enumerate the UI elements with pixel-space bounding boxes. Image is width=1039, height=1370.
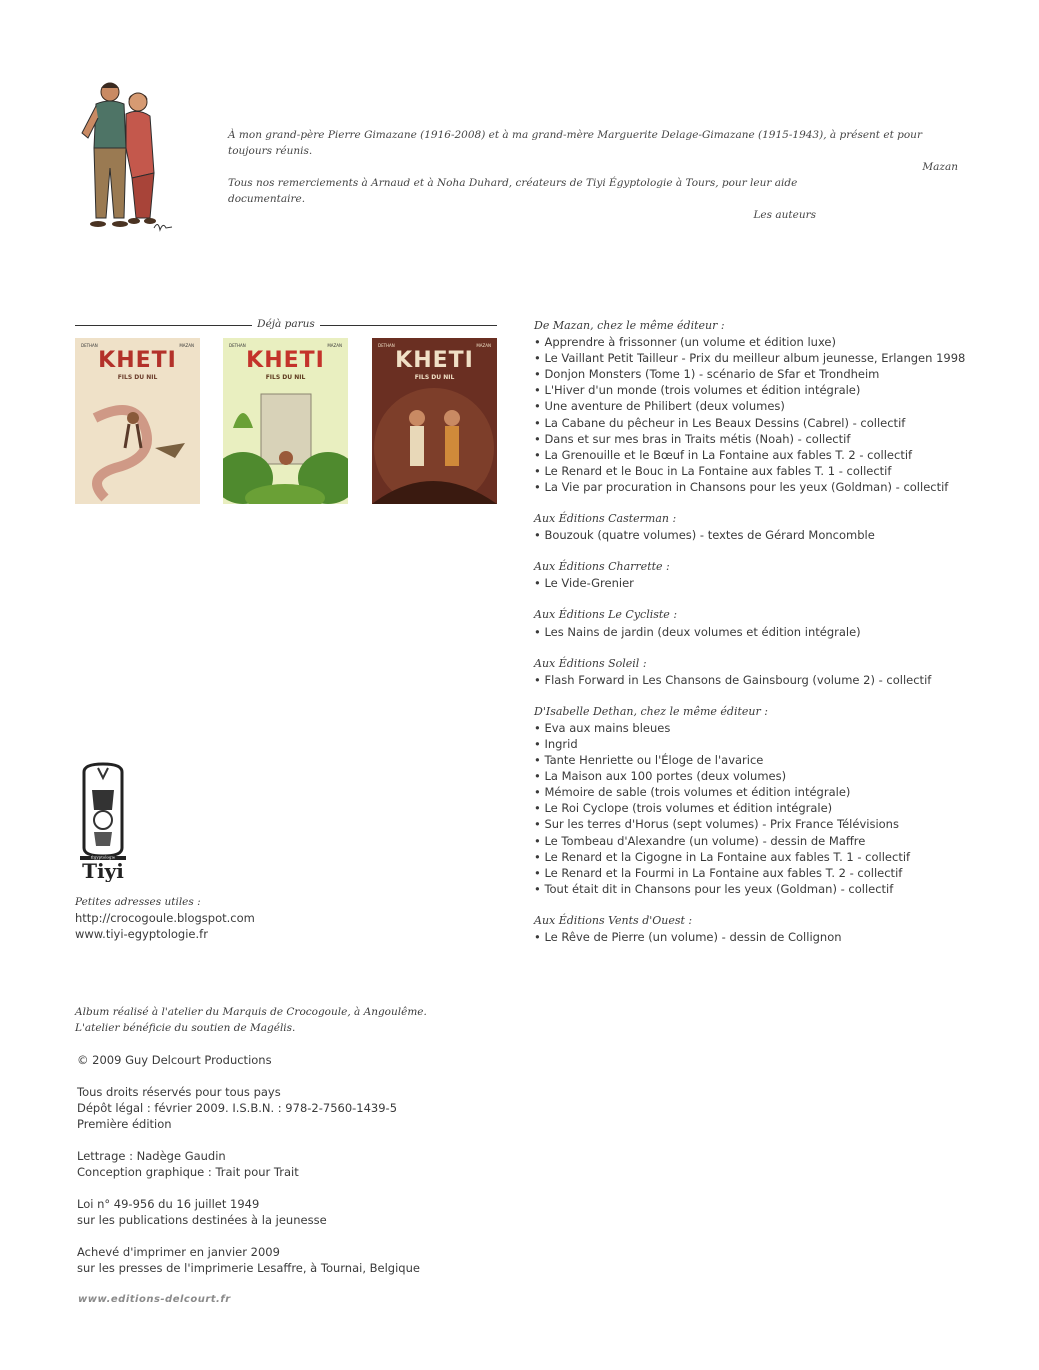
book-cover-2 [223,338,348,504]
thanks-block [228,175,816,223]
tiyi-logo-text: Tiyi [82,859,124,882]
list-item: • Le Renard et la Fourmi in La Fontaine aux fables T. 2 - collectif [534,865,994,881]
credit-group [77,1084,477,1132]
list-item: • Le Vaillant Petit Tailleur - Prix du meilleur album jeunesse, Erlangen 1998 [534,350,994,366]
list-item: • Le Vide-Grenier [534,575,994,591]
bibliography [534,318,994,961]
credit-group [77,1052,477,1068]
deja-parus-label: Déjà parus [252,318,320,330]
list-item: • Les Nains de jardin (deux volumes et édition intégrale) [534,624,994,640]
section-title: Aux Éditions Casterman : [534,512,677,526]
address-link[interactable]: http://crocogoule.blogspot.com [75,911,255,925]
book-cover-3 [372,338,497,504]
bibliography-section [534,704,994,897]
dedication-text: À mon grand-père Pierre Gimazane (1916-2008) et à ma grand-mère Marguerite Delage-Gimazane (1915-1943), à présent et pour toujours réunis. [228,129,922,157]
cover-title: KHETI [246,348,325,373]
credit-line: Première édition [77,1117,172,1131]
credit-line: Lettrage : Nadège Gaudin [77,1149,226,1163]
list-item: • Tout était dit in Chansons pour les yeux (Goldman) - collectif [534,881,994,897]
list-item: • Ingrid [534,736,994,752]
bibliography-section [534,656,994,688]
couple-illustration [70,78,180,238]
cover-subtitle: FILS DU NIL [265,374,306,381]
list-item: • La Grenouille et le Bœuf in La Fontaine aux fables T. 2 - collectif [534,447,994,463]
credit-line: Conception graphique : Trait pour Trait [77,1165,299,1179]
cover-author: DETHAN [378,343,395,348]
list-item: • Sur les terres d'Horus (sept volumes) - Prix France Télévisions [534,816,994,832]
list-item: • Le Rêve de Pierre (un volume) - dessin de Collignon [534,929,994,945]
section-title: Aux Éditions Soleil : [534,656,647,670]
credit-line: Loi n° 49-956 du 16 juillet 1949 [77,1197,260,1211]
credit-line: sur les presses de l'imprimerie Lesaffre, à Tournai, Belgique [77,1261,420,1275]
list-item: • Tante Henriette ou l'Éloge de l'avarice [534,752,994,768]
tiyi-logo [76,760,130,882]
list-item: • Bouzouk (quatre volumes) - textes de Gérard Moncomble [534,527,994,543]
credit-group [77,1244,477,1276]
thanks-text: Tous nos remerciements à Arnaud et à Noha Duhard, créateurs de Tiyi Égyptologie à Tours, pour leur aide documentaire. [228,177,798,205]
dedication-signature: Mazan [922,161,958,173]
credit-line: © 2009 Guy Delcourt Productions [77,1053,272,1067]
publisher-website[interactable]: www.editions-delcourt.fr [78,1294,231,1305]
cover-subtitle: FILS DU NIL [414,374,455,381]
bibliography-section [534,511,994,543]
list-item: • Flash Forward in Les Chansons de Gainsbourg (volume 2) - collectif [534,672,994,688]
section-title: De Mazan, chez le même éditeur : [534,319,725,332]
bibliography-section [534,559,994,591]
list-item: • La Cabane du pêcheur in Les Beaux Dessins (Cabrel) - collectif [534,415,994,431]
credit-line: Achevé d'imprimer en janvier 2009 [77,1245,280,1259]
useful-addresses [75,894,255,942]
bibliography-section [534,607,994,639]
cover-art [223,388,348,504]
credit-line: sur les publications destinées à la jeunesse [77,1213,327,1227]
list-item: • Le Tombeau d'Alexandre (un volume) - dessin de Maffre [534,833,994,849]
credit-group [77,1196,477,1228]
credit-line: Dépôt légal : février 2009. I.S.B.N. : 978-2-7560-1439-5 [77,1101,398,1115]
list-item: • Le Roi Cyclope (trois volumes et édition intégrale) [534,800,994,816]
section-title: Aux Éditions Le Cycliste : [534,608,678,622]
cover-author: MAZAN [327,343,342,348]
cover-author: DETHAN [229,343,246,348]
cover-art [372,388,497,504]
list-item: • La Maison aux 100 portes (deux volumes) [534,768,994,784]
deja-parus-header [75,318,497,332]
atelier-note [77,1004,477,1036]
list-item: • Le Renard et le Bouc in La Fontaine aux fables T. 1 - collectif [534,463,994,479]
list-item: • Une aventure de Philibert (deux volumes) [534,398,994,414]
addresses-title: Petites adresses utiles : [75,896,201,908]
section-title: D'Isabelle Dethan, chez le même éditeur : [534,704,768,718]
tiyi-logo-small: Égyptologie [90,854,116,860]
section-title: Aux Éditions Vents d'Ouest : [534,913,693,927]
list-item: • Donjon Monsters (Tome 1) - scénario de Sfar et Trondheim [534,366,994,382]
cover-author: MAZAN [179,343,194,348]
address-link[interactable]: www.tiyi-egyptologie.fr [75,927,208,941]
list-item: • La Vie par procuration in Chansons pour les yeux (Goldman) - collectif [534,479,994,495]
bibliography-section [534,318,994,495]
section-title: Aux Éditions Charrette : [534,560,670,574]
list-item: • Mémoire de sable (trois volumes et édition intégrale) [534,784,994,800]
list-item: • Dans et sur mes bras in Traits métis (Noah) - collectif [534,431,994,447]
list-item: • L'Hiver d'un monde (trois volumes et édition intégrale) [534,382,994,398]
list-item: • Le Renard et la Cigogne in La Fontaine aux fables T. 1 - collectif [534,849,994,865]
credits-block [77,1004,477,1292]
credit-line: Tous droits réservés pour tous pays [77,1085,281,1099]
atelier-line: Album réalisé à l'atelier du Marquis de Crocogoule, à Angoulême. [75,1006,427,1018]
bibliography-section [534,913,994,945]
cover-author: DETHAN [81,343,98,348]
atelier-line: L'atelier bénéficie du soutien de Magélis. [75,1022,296,1034]
cover-author: MAZAN [476,343,491,348]
cover-subtitle: FILS DU NIL [117,374,158,381]
dedication-block [228,127,958,175]
book-cover-1 [75,338,200,504]
credit-group [77,1148,477,1180]
list-item: • Eva aux mains bleues [534,720,994,736]
cover-title: KHETI [98,348,177,373]
thanks-signature: Les auteurs [753,209,816,221]
cover-title: KHETI [395,348,474,373]
cover-art [75,388,200,504]
list-item: • Apprendre à frissonner (un volume et édition luxe) [534,334,994,350]
